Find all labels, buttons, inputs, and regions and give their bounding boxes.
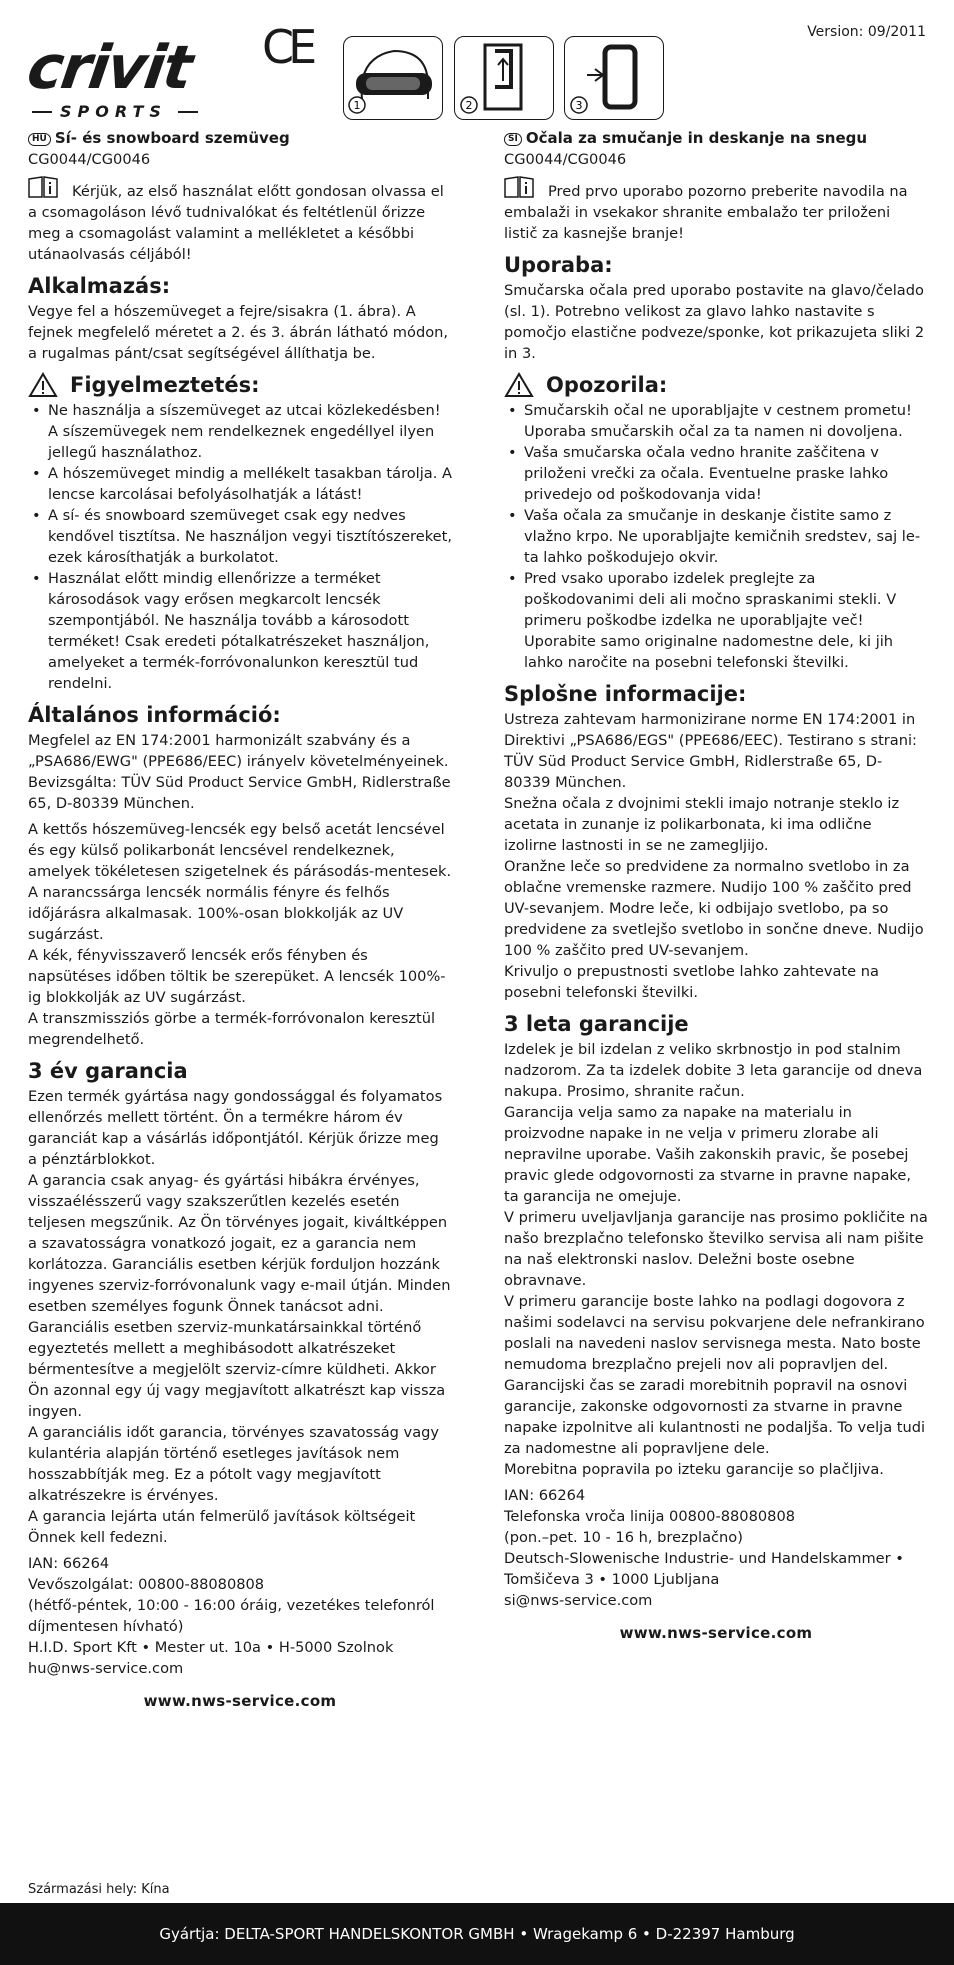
warning-heading: Opozorila: <box>504 372 928 398</box>
figure-3-buckle <box>564 36 664 120</box>
slovenian-column <box>504 128 928 1644</box>
warranty-paragraph: Garancijski čas se zaradi morebitnih popravil na osnovi garancije, zakonske odgovornosti za stvarne in pravne napake izpolnitve ali kulantnosti ne podaljša. To velja tudi za nadomestne ali popravljene dele. <box>504 1377 926 1457</box>
usage-heading: Alkalmazás: <box>28 274 171 298</box>
warranty-paragraph: A garancia csak anyag- és gyártási hibákra érvényes, visszaélésszerű vagy szakszerűtlen kezelés esetén teljesen megszűnik. Az Ön törvényes jogait, kiváltképpen a szavatosságra vonatkozó jogait, ez a garancia nem korlátozza. Garanciális esetben kérjük forduljon hozzánk ingyenes szerviz-forróvonalunk vagy e-mail útján. Minden esetben személyes fogunk Önnek tanácsot adni. Garanciális esetben szerviz-munkatársainkkal történő egyeztetés mellett a meghibásodott alkatrészeket bérmentesítve a megjelölt szerviz-címre küldheti. Akkor Ön azonnal egy új vagy megjavított alkatrészt kap vissza ingyen. <box>28 1172 451 1420</box>
language-badge: SI <box>504 133 522 146</box>
hotline-hours: (hétfő-péntek, 10:00 - 16:00 óráig, vezetékes telefonról díjmentesen hívható) <box>28 1597 435 1635</box>
list-item: • Pred vsako uporabo izdelek preglejte za poškodovanimi deli ali močno spraskanimi stekli. V primeru poškodbe izdelka ne uporabljajte več! Uporabite samo originalne nadomestne dele, ki jih lahko naročite na posebni telefonski številki. <box>504 568 928 673</box>
warning-list <box>504 400 928 673</box>
warning-heading: Figyelmeztetés: <box>28 372 452 398</box>
list-item: • Vaša očala za smučanje in deskanje čistite samo z vlažno krpo. Ne uporabljajte kemičnih sredstev, saj le-ta lahko poškodujejo okvir. <box>504 505 928 568</box>
info-paragraph: Oranžne leče so predvidene za normalno svetlobo in za oblačne vremenske razmere. Nudijo 100 % zaščito pred UV-sevanjem. Modre leče, ki odbijajo svetlobo, pa so predvidene za svetlejšo svetlobo in sončne dneve. Nudijo 100 % zaščito pred UV-sevanjem. <box>504 858 924 959</box>
list-item: • A sí- és snowboard szemüveget csak egy nedves kendővel tisztítsa. Ne használjon vegyi tisztítószereket, ezek károsíthatják a burkolatot. <box>28 505 452 568</box>
model-number: CG0044/CG0046 <box>504 151 627 168</box>
info-paragraph: Megfelel az EN 174:2001 harmonizált szabvány és a „PSA686/EWG" (PPE686/EEC) irányelv követelményeinek. Bevizsgálta: TÜV Süd Product Service GmbH, Ridlerstraße 65, D-80339 München. <box>28 732 451 812</box>
warranty-paragraph: A garancia lejárta után felmerülő javítások költségeit Önnek kell fedezni. <box>28 1508 416 1546</box>
read-manual-icon <box>504 176 534 198</box>
service-address: Deutsch-Slowenische Industrie- und Handelskammer • Tomšičeva 3 • 1000 Ljubljana <box>504 1550 904 1588</box>
language-badge: HU <box>28 133 51 146</box>
warning-list <box>28 400 452 694</box>
general-info-heading: Általános információ: <box>28 703 281 727</box>
version-label: Version: 09/2011 <box>807 24 926 40</box>
figure-number: 2 <box>465 99 473 112</box>
info-paragraph: A kettős hószemüveg-lencsék egy belső acetát lencsével és egy külső polikarbonát lencsével rendelkeznek, amelyek tökéletesen szigetelnek és párásodás-mentesek. <box>28 821 452 880</box>
read-manual-icon <box>28 176 58 198</box>
usage-text: Smučarska očala pred uporabo postavite na glavo/čelado (sl. 1). Potrebno velikost za glavo lahko nastavite s pomočjo elastične podveze/sponke, kot prikazujeta sliki 2 in 3. <box>504 282 925 362</box>
warranty-paragraph: Izdelek je bil izdelan z veliko skrbnostjo in pod stalnim nadzorom. Za ta izdelek dobite 3 leta garancije od dneva nakupa. Prosimo, shranite račun. <box>504 1041 923 1100</box>
list-item: • Vaša smučarska očala vedno hranite zaščitena v priloženi vrečki za očala. Eventuelne praske lahko privedejo od poškodovanja vida! <box>504 442 928 505</box>
usage-text: Vegye fel a hószemüveget a fejre/sisakra (1. ábra). A fejnek megfelelő méretet a 2. és 3. ábrán látható módon, a rugalmas pánt/csat segítségével állíthatja be. <box>28 303 449 362</box>
warranty-paragraph: Ezen termék gyártása nagy gondossággal és folyamatos ellenőrzés mellett történt. Ön a termékre három év garanciát kap a vásárlás időpontjától. Kérjük őrizze meg a pénztárblokkot. <box>28 1088 443 1168</box>
warning-triangle-icon <box>28 372 58 398</box>
hotline: Telefonska vroča linija 00800-88080808 <box>504 1508 796 1525</box>
product-title: HU Sí- és snowboard szemüveg <box>28 128 452 149</box>
list-item: • Használat előtt mindig ellenőrizze a terméket károsodások vagy erősen megkarcolt lencsék szempontjából. Ne használja tovább a károsodott terméket! Csak eredeti pótalkatrészeket használjon, amelyeket a termék-forróvonalunkon keresztül tud rendelni. <box>28 568 452 694</box>
warranty-paragraph: A garanciális időt garancia, törvényes szavatosság vagy kulantéria alapján történő esetleges javítások nem hosszabbítják meg. Ez a pótolt vagy megjavított alkatrészekre is érvényes. <box>28 1424 440 1504</box>
warranty-paragraph: V primeru uveljavljanja garancije nas prosimo pokličite na našo brezplačno telefonsko številko servisa ali nam pišite na naš elektronski naslov. Deležni boste osebne obravnave. <box>504 1209 928 1289</box>
list-item: • Smučarskih očal ne uporabljajte v cestnem prometu! Uporaba smučarskih očal za ta namen ni dovoljena. <box>504 400 928 442</box>
figure-number: 1 <box>353 99 361 112</box>
info-paragraph: A kék, fényvisszaverő lencsék erős fényben és napsütéses időben töltik be szerepüket. A lencsék 100%-ig blokkolják az UV sugárzást. <box>28 947 446 1006</box>
ce-mark: CE <box>262 20 312 74</box>
warning-triangle-icon <box>504 372 534 398</box>
service-website-link[interactable]: www.nws-service.com <box>143 1692 337 1710</box>
list-item: • A hószemüveget mindig a mellékelt tasakban tárolja. A lencse karcolásai befolyásolhatják a látást! <box>28 463 452 505</box>
product-title: SI Očala za smučanje in deskanje na snegu <box>504 128 928 149</box>
warranty-paragraph: V primeru garancije boste lahko na podlagi dogovora z našimi sodelavci na servisu pokvarjene dele nefrankirano poslali na navedeni naslov servisnega mesta. Nato boste nemudoma brezplačno prejeli nov ali popravljen del. <box>504 1293 925 1373</box>
hotline: Vevőszolgálat: 00800-88080808 <box>28 1576 265 1593</box>
intro-text: Kérjük, az első használat előtt gondosan olvassa el a csomagoláson lévő tudnivalókat és feltétlenül őrizze meg a csomagolást valamint a mellékletet a későbbi utánaolvasás céljából! <box>28 176 452 265</box>
manufacturer-text: Gyártja: DELTA-SPORT HANDELSKONTOR GMBH • Wragekamp 6 • D-22397 Hamburg <box>159 1925 795 1943</box>
warranty-paragraph: Morebitna popravila po izteku garancije so plačljiva. <box>504 1461 884 1478</box>
figure-number: 3 <box>575 99 583 112</box>
info-paragraph: Krivuljo o prepustnosti svetlobe lahko zahtevate na posebni telefonski številki. <box>504 963 879 1001</box>
service-website-link[interactable]: www.nws-service.com <box>619 1624 813 1642</box>
ian-number: IAN: 66264 <box>28 1555 110 1572</box>
warranty-heading: 3 leta garancije <box>504 1012 689 1036</box>
figure-1-goggles-on-head <box>343 36 443 120</box>
general-info-heading: Splošne informacije: <box>504 682 747 706</box>
service-email[interactable]: si@nws-service.com <box>504 1592 653 1609</box>
info-paragraph: A transzmissziós görbe a termék-forróvonalon keresztül megrendelhető. <box>28 1010 436 1048</box>
info-paragraph: Ustreza zahtevam harmonizirane norme EN 174:2001 in Direktivi „PSA686/EGS" (PPE686/EEC). Testirano s strani: TÜV Süd Product Service GmbH, Ridlerstraße 65, D-80339 München. <box>504 711 917 791</box>
model-number: CG0044/CG0046 <box>28 151 151 168</box>
service-address: H.I.D. Sport Kft • Mester ut. 10a • H-5000 Szolnok <box>28 1639 394 1656</box>
info-paragraph: A narancssárga lencsék normális fényre és felhős időjárásra alkalmasak. 100%-osan blokkolják az UV sugárzást. <box>28 884 404 943</box>
origin-note: Származási hely: Kína <box>28 1882 170 1897</box>
ian-number: IAN: 66264 <box>504 1487 586 1504</box>
list-item: • Ne használja a síszemüveget az utcai közlekedésben! A síszemüvegek nem rendelkeznek engedéllyel ilyen jellegű használathoz. <box>28 400 452 463</box>
manufacturer-footer <box>0 1903 954 1965</box>
warranty-heading: 3 év garancia <box>28 1059 188 1083</box>
hotline-hours: (pon.–pet. 10 - 16 h, brezplačno) <box>504 1529 743 1546</box>
intro-text: Pred prvo uporabo pozorno preberite navodila na embalaži in vsekakor shranite embalažo ter priloženi listič za kasnejše branje! <box>504 176 928 244</box>
figure-2-strap-adjust <box>454 36 554 120</box>
service-email[interactable]: hu@nws-service.com <box>28 1660 184 1677</box>
usage-heading: Uporaba: <box>504 253 613 277</box>
info-paragraph: Snežna očala z dvojnimi stekli imajo notranje steklo iz acetata in zunanje iz polikarbonata, ki ima odlične izolirne lastnosti in se ne zamegljijo. <box>504 795 900 854</box>
brand-wordmark: crivit <box>23 33 196 103</box>
brand-subtitle: SPORTS <box>60 102 167 121</box>
hungarian-column <box>28 128 452 1712</box>
brand-logo <box>23 24 200 121</box>
warranty-paragraph: Garancija velja samo za napake na materialu in proizvodne napake in ne velja v primeru zlorabe ali nepravilne uporabe. Vaših zakonskih pravic, še posebej pravic glede odgovornosti za stvarne in pravne napake, ta garancija ne omejuje. <box>504 1104 911 1205</box>
